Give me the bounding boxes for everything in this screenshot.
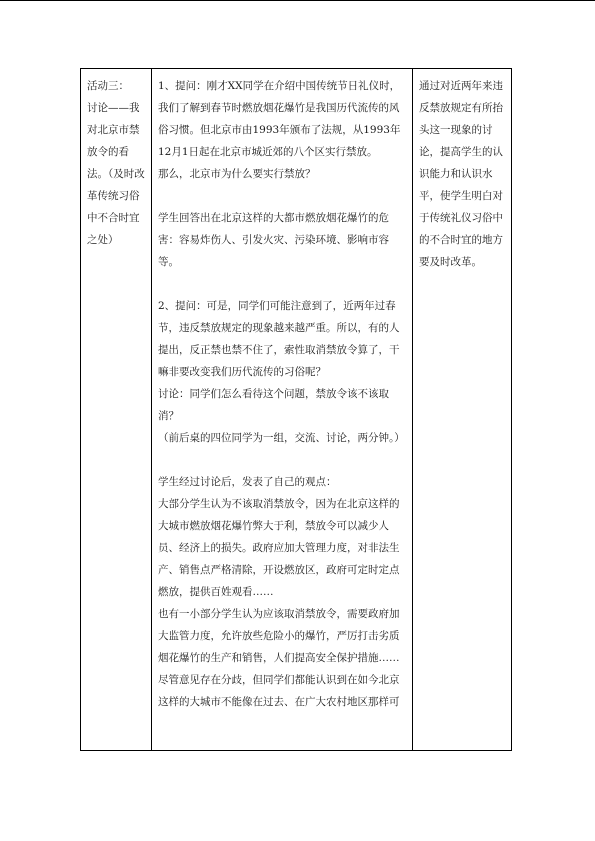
lesson-plan-table xyxy=(80,68,512,751)
activity-title: 活动三： 讨论——我对北京市禁放令的看法。（及时改革传统习俗中不合时宜之处） xyxy=(87,80,145,246)
question-2: 2、提问：可是，同学们可能注意到了，近两年过春节，违反禁放规定的现象越来越严重。所以，有的人提出，反正禁也禁不住了，索性取消禁放令算了，干嘛非要改变我们历代流传的习俗呢？ xyxy=(158,300,400,378)
minority-view: 也有一小部分学生认为应该取消禁放令，需要政府加大监管力度，允许放些危险小的爆竹，严厉打击劣质烟花爆竹的生产和销售，人们提高安全保护措施…… xyxy=(158,608,400,664)
student-views-intro: 学生经过讨论后，发表了自己的观点： xyxy=(158,476,337,488)
student-answer-1: 学生回答出在北京这样的大都市燃放烟花爆竹的危害：容易炸伤人、引发火灾、污染环境、影响市容等。 xyxy=(158,212,389,268)
content-cell xyxy=(152,69,413,751)
discussion-prompt: 讨论：同学们怎么看待这个问题，禁放令该不该取消？ xyxy=(158,388,389,422)
group-instruction: （前后桌的四位同学为一组，交流、讨论，两分钟。） xyxy=(158,432,405,444)
purpose-cell xyxy=(413,69,512,751)
table-row xyxy=(81,69,512,751)
header-rule xyxy=(0,0,595,1)
question-1: 1、提问：刚才XX同学在介绍中国传统节日礼仪时，我们了解到春节时燃放烟花爆竹是我国历代流传的风俗习惯。但北京市由1993年颁布了法规，从1993年12月1日起在北京市城近郊的八个区实行禁放。 xyxy=(158,80,401,158)
conclusion-text: 尽管意见存在分歧，但同学们都能认识到在如今北京这样的大城市不能像在过去、在广大农村地区那样可 xyxy=(158,674,400,708)
question-1-followup: 那么，北京市为什么要实行禁放？ xyxy=(158,168,316,180)
design-purpose: 通过对近两年来违反禁放规定有所抬头这一现象的讨论，提高学生的认识能力和认识水平，使学生明白对于传统礼仪习俗中的不合时宜的地方要及时改革。 xyxy=(419,80,503,268)
majority-view: 大部分学生认为不该取消禁放令，因为在北京这样的大城市燃放烟花爆竹弊大于利，禁放令可以减少人员、经济上的损失。政府应加大管理力度，对非法生产、销售点严格清除，开设燃放区，政府可定时定点燃放，提供百姓观看…… xyxy=(158,498,400,598)
activity-cell xyxy=(81,69,152,751)
